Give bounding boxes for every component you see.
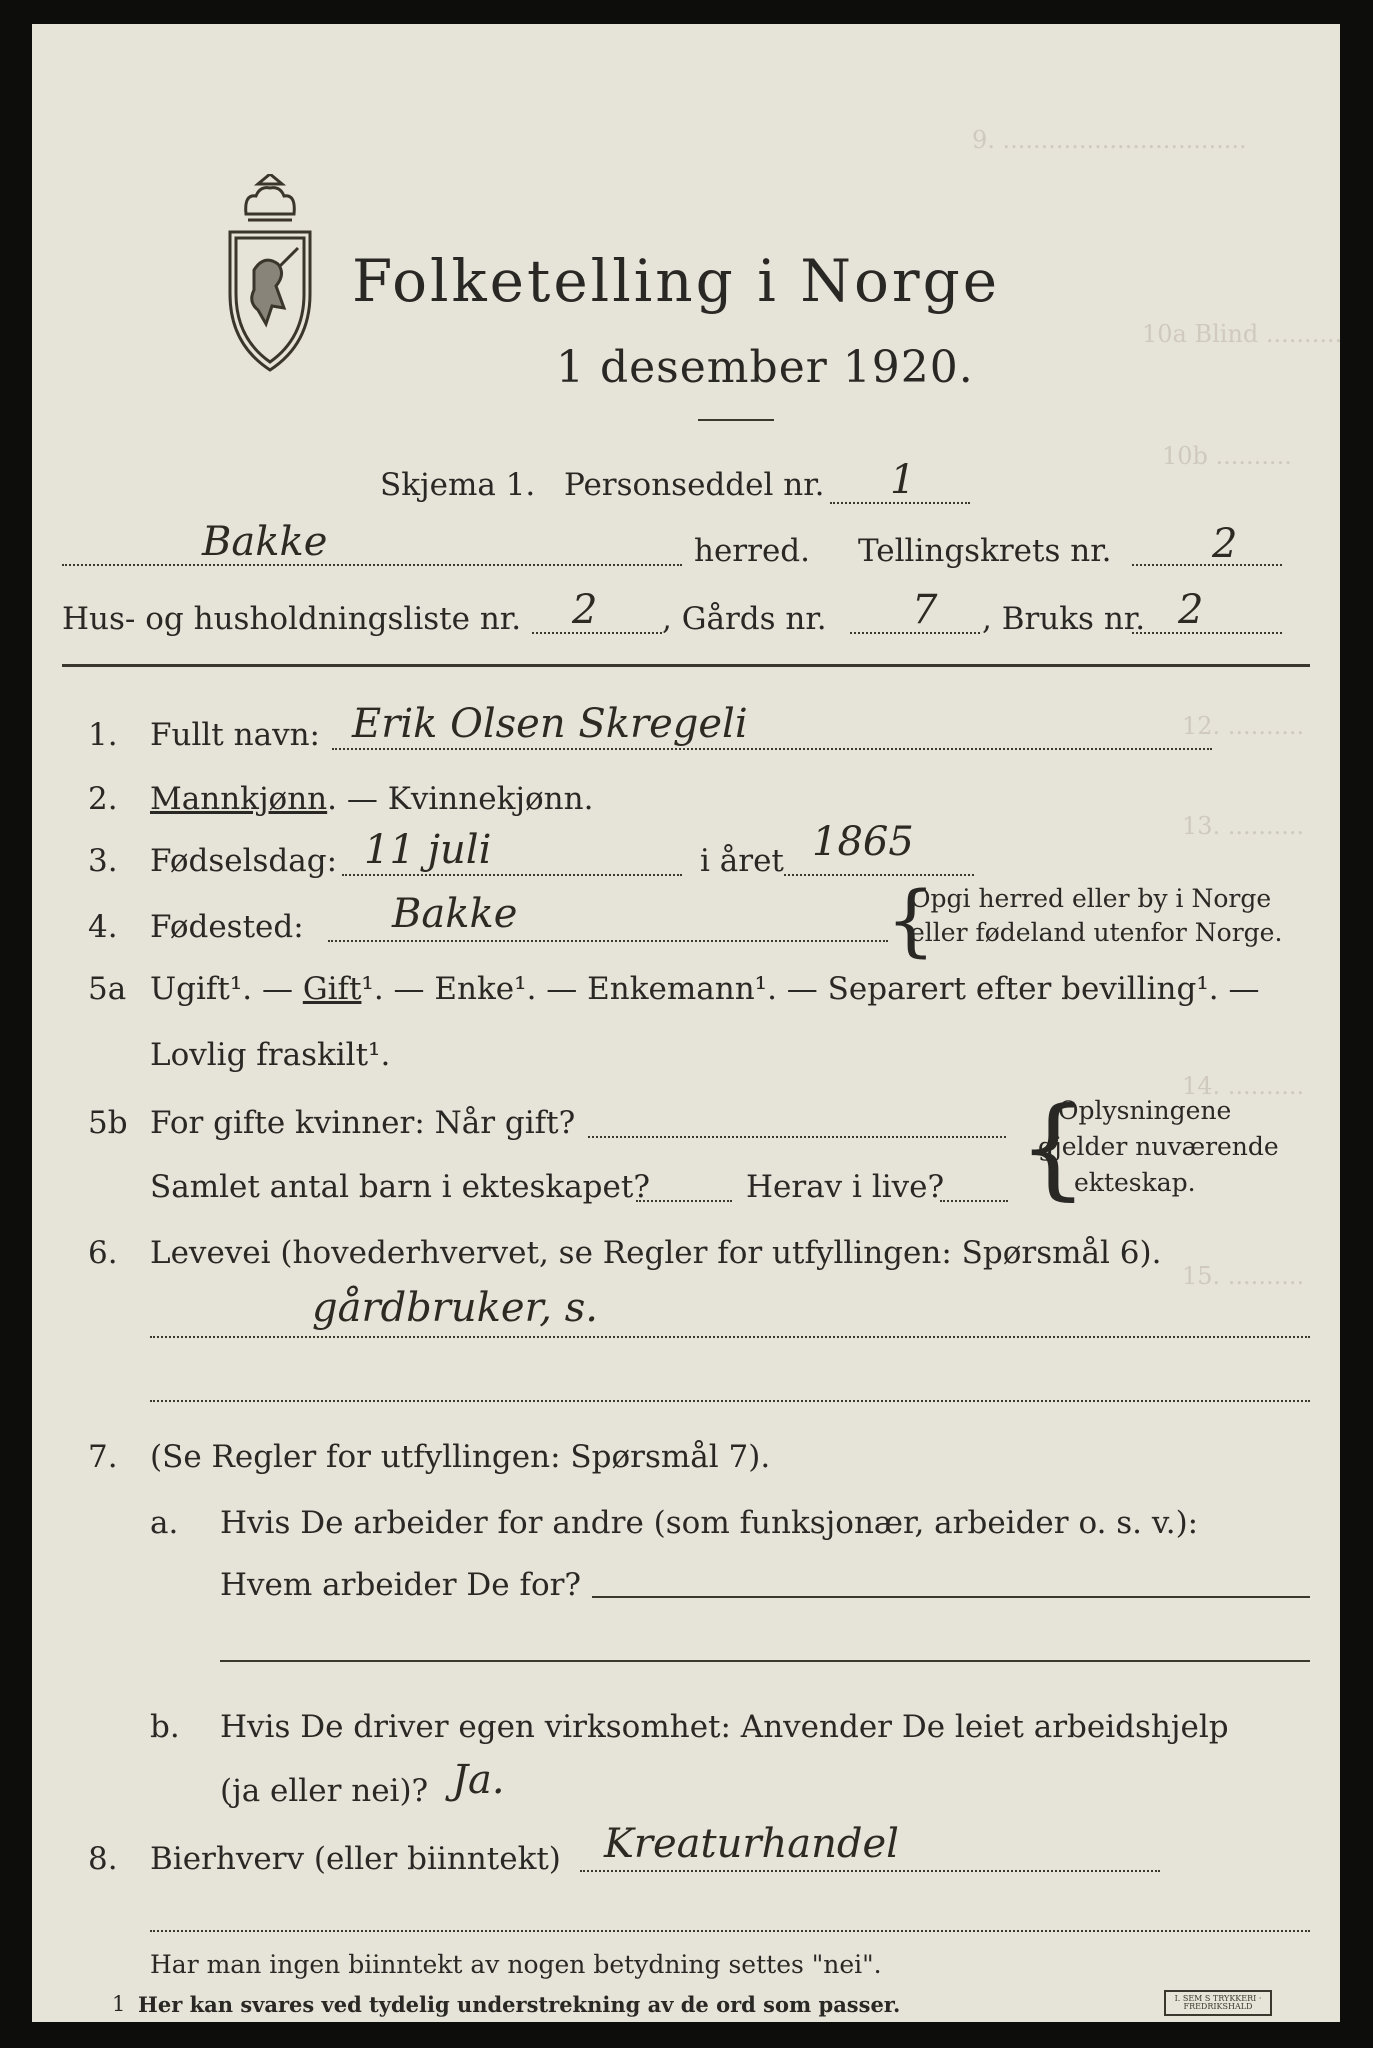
- q7a-question: Hvem arbeider De for?: [220, 1567, 582, 1603]
- q5b-note2: gjelder nuværende: [1038, 1132, 1279, 1161]
- footer-note: Har man ingen biinntekt av nogen betydning settes "nei".: [150, 1950, 882, 1979]
- footnote-mark: 1: [112, 1992, 126, 2016]
- q3-year-value: 1865: [812, 819, 914, 865]
- q5b-when-line: [588, 1136, 1006, 1138]
- herred-line: [62, 564, 682, 566]
- q7a-number: a.: [150, 1505, 179, 1541]
- bruks-label: , Bruks nr.: [982, 601, 1146, 637]
- q7-number: 7.: [88, 1439, 118, 1475]
- q6-label: Levevei (hovederhvervet, se Regler for utfyllingen: Spørsmål 6).: [150, 1235, 1162, 1271]
- q5b-note1: Oplysningene: [1058, 1096, 1232, 1125]
- q4-number: 4.: [88, 909, 118, 945]
- q7a-text: Hvis De arbeider for andre (som funksjonær, arbeider o. s. v.):: [220, 1505, 1199, 1541]
- q5b-alive-label: Herav i live?: [746, 1169, 945, 1205]
- q6-line1: [150, 1336, 1310, 1338]
- q7a-line2: [220, 1660, 1310, 1662]
- q1-value: Erik Olsen Skregeli: [352, 701, 748, 747]
- q4-note-line1: Opgi herred eller by i Norge: [910, 884, 1272, 913]
- q7a-line1: [592, 1596, 1310, 1598]
- q6-line2: [150, 1400, 1310, 1402]
- husliste-line: [532, 632, 662, 634]
- q6-value: gårdbruker, s.: [312, 1285, 598, 1331]
- form-title: Folketelling i Norge: [352, 247, 1001, 315]
- q8-value: Kreaturhandel: [604, 1821, 899, 1867]
- q6-number: 6.: [88, 1235, 118, 1271]
- form-date: 1 desember 1920.: [556, 342, 974, 393]
- tellingskrets-line: [1132, 564, 1282, 566]
- q3-year-line: [784, 874, 974, 876]
- q8-line1: [580, 1870, 1160, 1872]
- census-form-sheet: 9. ................................ 10a Blind .......... 10b .......... 12. .......... 13. .......... 14. .......... 15. .......... Folketelling i Norge 1 desember 1920. Skjema 1. Personseddel nr. 1 Bakke herred. Tellingskrets nr. 2 Hus- og husholdningsliste nr. 2 , Gårds nr. 7 , Bruks nr. 2 1. Fullt navn: Erik Olsen Skregeli 2. Mannkjønn. — Kvinnekjønn. 3. Fødselsdag: 11 juli i året 1865 4. Fødested: Bakke { Opgi herred eller by i Norge eller fødeland utenfor Norge. 5a Ugift¹. — Gift¹. — Enke¹. — Enkemann¹. — Separert efter bevilling¹. — Lovlig fraskilt¹. 5b For gifte kvinner: Når gift? Samlet antal barn i ekteskapet? Herav i live? { Oplysningene gjelder nuværende ekteskap. 6. Levevei (hovederhvervet, se Regler for utfyllingen: Spørsmål 6). gårdbruker, s. 7. (Se Regler for utfyllingen: Spørsmål 7). a. Hvis De arbeider for andre (som funksjonær, arbeider o. s. v.): Hvem arbeider De for? b. Hvis De driver egen virksomhet: Anvender De leiet arbeidshjelp (ja eller nei)? Ja. 8. Bierhverv (eller biinntekt) Kreaturhandel Har man ingen biinntekt av nogen betydning settes "nei". 1 Her kan svares ved tydelig understrekning av de ord som passer. I. SEM S TRYKKERI · FREDRIKSHALD: [32, 24, 1340, 2022]
- bruks-line: [1132, 632, 1282, 634]
- norwegian-coat-of-arms-icon: [220, 174, 320, 374]
- q5b-label: For gifte kvinner: Når gift?: [150, 1105, 576, 1141]
- schema-label: Skjema 1.: [380, 467, 536, 503]
- header-divider: [62, 664, 1310, 667]
- q2-text: Mannkjønn. — Kvinnekjønn.: [150, 781, 594, 817]
- herred-value: Bakke: [202, 519, 328, 565]
- husliste-value: 2: [572, 587, 598, 633]
- q3-label: Fødselsdag:: [150, 843, 338, 879]
- personseddel-value: 1: [890, 457, 916, 503]
- q5b-alive-line: [940, 1200, 1008, 1202]
- q1-label: Fullt navn:: [150, 717, 320, 753]
- title-rule: [698, 419, 774, 421]
- q5b-children-label: Samlet antal barn i ekteskapet?: [150, 1169, 650, 1205]
- q4-note-brace: {: [886, 876, 936, 966]
- herred-label: herred.: [694, 533, 810, 569]
- q4-note-line2: eller fødeland utenfor Norge.: [910, 918, 1283, 947]
- q1-line: [332, 748, 1212, 750]
- q5a-gift: Gift: [302, 971, 362, 1007]
- q4-line: [328, 940, 888, 942]
- q5a-text: Ugift¹. — Gift¹. — Enke¹. — Enkemann¹. — Separert efter bevilling¹. —: [150, 971, 1260, 1007]
- q5b-children-line: [636, 1200, 732, 1202]
- bruks-value: 2: [1178, 587, 1204, 633]
- q7b-question: (ja eller nei)?: [220, 1773, 429, 1809]
- tellingskrets-label: Tellingskrets nr.: [858, 533, 1112, 569]
- q8-number: 8.: [88, 1841, 118, 1877]
- q4-label: Fødested:: [150, 909, 304, 945]
- q3-number: 3.: [88, 843, 118, 879]
- q7-label: (Se Regler for utfyllingen: Spørsmål 7).: [150, 1439, 771, 1475]
- tellingskrets-value: 2: [1212, 521, 1238, 567]
- q1-number: 1.: [88, 717, 118, 753]
- q3-year-label: i året: [700, 843, 784, 879]
- q2-number: 2.: [88, 781, 118, 817]
- footnote-text: Her kan svares ved tydelig understrekning av de ord som passer.: [138, 1992, 901, 2017]
- personseddel-label: Personseddel nr.: [564, 467, 825, 503]
- q7b-value: Ja.: [452, 1757, 505, 1803]
- q5b-note3: ekteskap.: [1074, 1168, 1196, 1197]
- q5b-note-brace: {: [1018, 1083, 1088, 1211]
- husliste-label: Hus- og husholdningsliste nr.: [62, 601, 522, 637]
- q5a-number: 5a: [88, 971, 127, 1007]
- q2-male: Mannkjønn: [150, 781, 328, 817]
- printer-stamp: [1164, 1990, 1272, 2016]
- q8-line2: [150, 1930, 1310, 1932]
- gards-value: 7: [912, 587, 938, 633]
- q3-birthday-value: 11 juli: [364, 827, 492, 873]
- q7b-text: Hvis De driver egen virksomhet: Anvender De leiet arbeidshjelp: [220, 1709, 1229, 1745]
- q3-birthday-line: [342, 874, 682, 876]
- printer-stamp-text: I. SEM S TRYKKERI · FREDRIKSHALD: [1174, 1994, 1262, 2011]
- q8-label: Bierhverv (eller biinntekt): [150, 1841, 561, 1877]
- q5b-number: 5b: [88, 1105, 128, 1141]
- q2-female: Kvinnekjønn: [387, 781, 584, 817]
- q5a-line2: Lovlig fraskilt¹.: [150, 1037, 391, 1073]
- q4-value: Bakke: [392, 891, 518, 937]
- q7b-number: b.: [150, 1709, 180, 1745]
- gards-label: , Gårds nr.: [662, 601, 827, 637]
